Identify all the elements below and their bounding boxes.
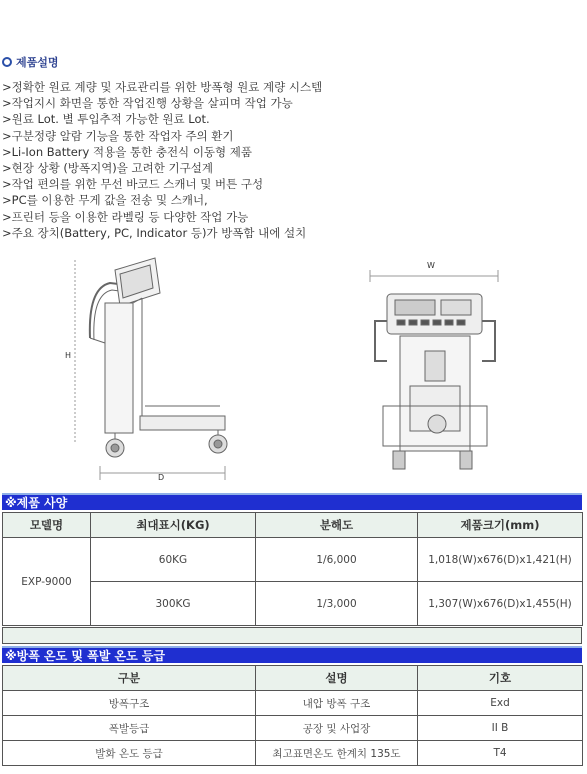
circle-bullet-icon (2, 57, 12, 67)
symbol-cell: T4 (418, 741, 583, 766)
table-spacer (2, 627, 582, 644)
feature-item: >현장 상황 (방폭지역)을 고려한 기구설계 (2, 161, 213, 176)
size-cell: 1,307(W)x676(D)x1,455(H) (418, 582, 583, 626)
feature-item: >구분정량 알람 기능을 통한 작업자 주의 환기 (2, 128, 234, 143)
category-cell: 폭발등급 (3, 716, 256, 741)
depth-dimension-label: D (158, 473, 165, 482)
feature-item: >프린터 등을 이용한 라벨링 등 다양한 작업 가능 (2, 209, 249, 224)
symbol-cell: Exd (418, 691, 583, 716)
model-name-cell: EXP-9000 (3, 538, 91, 626)
feature-item: >PC를 이용한 무게 값을 전송 및 스캐너, (2, 193, 208, 208)
product-side-view-drawing (60, 248, 235, 483)
resolution-cell: 1/3,000 (256, 582, 418, 626)
spec-header-resolution: 분해도 (256, 513, 418, 538)
description-cell: 공장 및 사업장 (256, 716, 418, 741)
resolution-cell: 1/6,000 (256, 538, 418, 582)
feature-item: >작업 편의를 위한 무선 바코드 스캐너 및 버튼 구성 (2, 177, 264, 192)
spec-header-max: 최대표시(KG) (91, 513, 256, 538)
table-row (3, 538, 583, 582)
feature-item: >정확한 원료 계량 및 자료관리를 위한 방폭형 원료 계량 시스템 (2, 80, 323, 94)
category-cell: 방폭구조 (3, 691, 256, 716)
spec-section-bar: ※제품 사양 (2, 493, 582, 510)
explosion-header-category: 구분 (3, 666, 256, 691)
feature-item: >주요 장치(Battery, PC, Indicator 등)가 방폭함 내에 설치 (2, 225, 307, 240)
feature-item: >원료 Lot. 별 투입추적 가능한 원료 Lot. (2, 112, 210, 127)
max-cell: 300KG (91, 582, 256, 626)
spec-header-model: 모델명 (3, 513, 91, 538)
explosion-section-bar: ※방폭 온도 및 폭발 온도 등급 (2, 646, 582, 663)
section-title (2, 54, 59, 70)
width-dimension-label: W (427, 261, 435, 270)
height-dimension-label: H (65, 351, 72, 360)
table-row (3, 741, 583, 766)
feature-item: >작업지시 화면을 통한 작업진행 상황을 살피며 작업 가능 (2, 96, 293, 111)
category-cell: 발화 온도 등급 (3, 741, 256, 766)
product-front-view-drawing (365, 256, 505, 481)
max-cell: 60KG (91, 538, 256, 582)
symbol-cell: II B (418, 716, 583, 741)
description-cell: 최고표면온도 한계치 135도 (256, 741, 418, 766)
description-cell: 내압 방폭 구조 (256, 691, 418, 716)
section-title-text: 제품설명 (16, 56, 59, 69)
explosion-table (2, 665, 583, 766)
size-cell: 1,018(W)x676(D)x1,421(H) (418, 538, 583, 582)
spec-table (2, 512, 583, 626)
table-row (3, 691, 583, 716)
table-row (3, 716, 583, 741)
explosion-header-symbol: 기호 (418, 666, 583, 691)
feature-item: >Li-Ion Battery 적용을 통한 충전식 이동형 제품 (2, 144, 253, 159)
feature-list (2, 79, 322, 241)
explosion-header-description: 설명 (256, 666, 418, 691)
spec-header-size: 제품크기(mm) (418, 513, 583, 538)
